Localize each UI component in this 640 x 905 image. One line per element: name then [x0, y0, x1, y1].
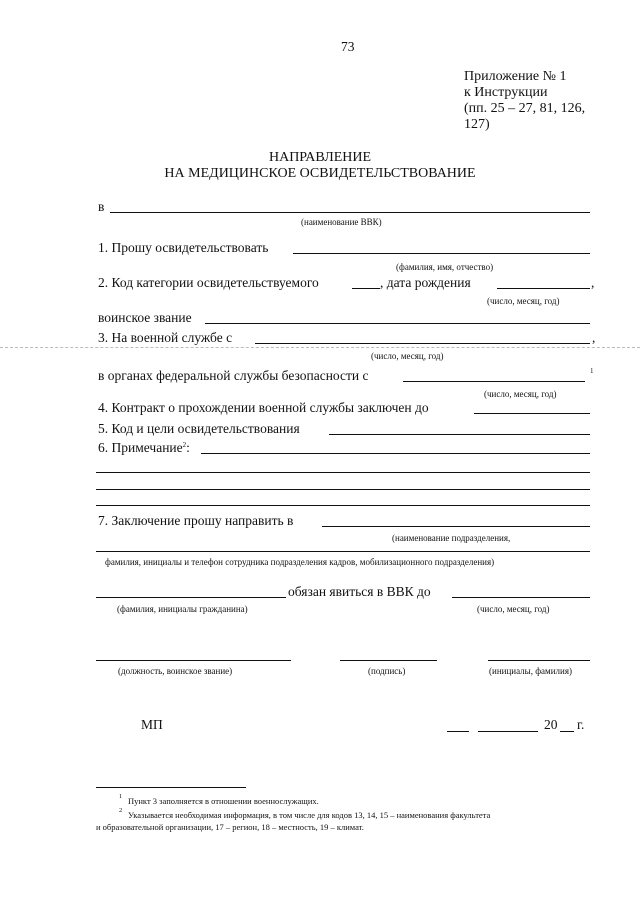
item5-label: 5. Код и цели освидетельствования — [98, 421, 300, 436]
item2-caption: (число, месяц, год) — [487, 296, 560, 306]
initials-surname-field[interactable] — [488, 660, 590, 661]
citizen-name-field[interactable] — [96, 597, 286, 598]
to-field[interactable] — [110, 212, 590, 213]
to-prefix: в — [98, 199, 105, 214]
item6-label: 6. Примечание$^2$: — [98, 440, 190, 455]
initials-surname-caption: (инициалы, фамилия) — [489, 666, 572, 676]
footnote-2-line-1: Указывается необходимая информация, в том числе для кодов 13, 14, 15 – наименования факультета — [128, 810, 491, 820]
signature-field[interactable] — [340, 660, 437, 661]
citizen-caption: (фамилия, инициалы гражданина) — [117, 604, 248, 614]
rank-label: воинское звание — [98, 310, 192, 325]
footnote-1-mark: 1 — [119, 793, 123, 800]
obliged-label: обязан явиться в ВВК до — [288, 584, 431, 599]
contract-date-field[interactable] — [474, 413, 590, 414]
page-number: 73 — [341, 39, 355, 54]
item2-comma: , — [591, 275, 595, 290]
day-field[interactable] — [447, 731, 469, 732]
scan-artifact-line — [0, 347, 640, 348]
item4-label: 4. Контракт о прохождении военной службы заключен до — [98, 400, 429, 415]
year-field[interactable] — [560, 731, 574, 732]
footnote-1-text: Пункт 3 заполняется в отношении военнослужащих. — [128, 796, 319, 806]
note-field-1[interactable] — [201, 453, 590, 454]
item1-caption: (фамилия, имя, отчество) — [396, 262, 494, 272]
send-to-field[interactable] — [322, 526, 590, 527]
item3-caption: (число, месяц, год) — [371, 351, 444, 361]
note-field-2[interactable] — [96, 472, 590, 473]
item7-caption: (наименование подразделения, — [392, 533, 511, 543]
item3-comma: , — [592, 330, 596, 345]
appendix-line-4: 127) — [464, 117, 490, 132]
footnote-2-mark: 2 — [119, 807, 123, 814]
title-line-2: НА МЕДИЦИНСКОЕ ОСВИДЕТЕЛЬСТВОВАНИЕ — [164, 166, 476, 181]
fsb-label: в органах федеральной службы безопасности с — [98, 368, 369, 383]
footnote-divider — [96, 787, 246, 788]
item7-label: 7. Заключение прошу направить в — [98, 513, 294, 528]
item1-label: 1. Прошу освидетельствовать — [98, 240, 269, 255]
title-line-1: НАПРАВЛЕНИЕ — [268, 150, 372, 165]
note-field-4[interactable] — [96, 505, 590, 506]
appear-date-field[interactable] — [452, 597, 590, 598]
item7-caption-2: фамилия, инициалы и телефон сотрудника подразделения кадров, мобилизационного подразделения) — [105, 557, 495, 567]
appendix-line-3: (пп. 25 – 27, 81, 126, — [464, 101, 586, 116]
footnote-mark-2: 2 — [182, 441, 187, 449]
position-rank-field[interactable] — [96, 660, 291, 661]
signature-caption: (подпись) — [368, 666, 406, 676]
stamp-place-label: МП — [141, 717, 163, 732]
note-field-3[interactable] — [96, 489, 590, 490]
category-code-field[interactable] — [352, 288, 380, 289]
item2-birth-label: , дата рождения — [380, 275, 471, 290]
month-field[interactable] — [478, 731, 538, 732]
to-caption: (наименование ВВК) — [301, 217, 382, 227]
service-start-field[interactable] — [255, 343, 590, 344]
position-rank-caption: (должность, воинское звание) — [118, 666, 233, 676]
fio-field[interactable] — [293, 253, 590, 254]
appendix-line-2: к Инструкции — [464, 85, 548, 100]
fsb-caption: (число, месяц, год) — [484, 389, 557, 399]
appear-date-caption: (число, месяц, год) — [477, 604, 550, 614]
year-prefix: 20 — [544, 717, 558, 732]
footnote-2-line-2: и образовательной организации, 17 – регион, 18 – местность, 19 – климат. — [96, 822, 364, 832]
exam-code-field[interactable] — [329, 434, 590, 435]
rank-field[interactable] — [205, 323, 590, 324]
birth-date-field[interactable] — [497, 288, 590, 289]
year-suffix: г. — [577, 717, 585, 732]
fsb-start-field[interactable] — [403, 381, 585, 382]
item2-label: 2. Код категории освидетельствуемого — [98, 275, 319, 290]
send-to-field-2[interactable] — [96, 551, 590, 552]
item3-label: 3. На военной службе с — [98, 330, 233, 345]
appendix-line-1: Приложение № 1 — [464, 69, 567, 84]
footnote-mark-1: 1 — [590, 367, 594, 375]
